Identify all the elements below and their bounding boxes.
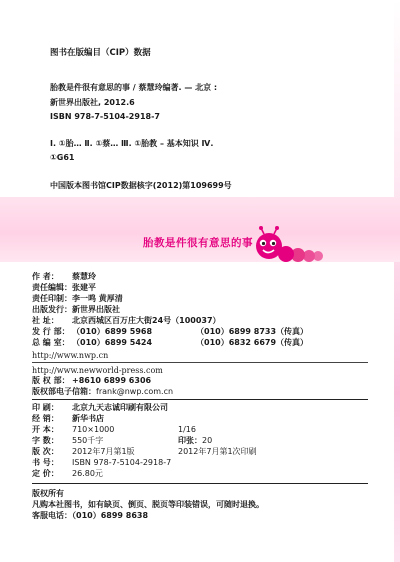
email-link[interactable]: frank@nwp.com.cn: [96, 387, 174, 396]
band-book-title: 胎教是件很有意思的事: [143, 237, 253, 249]
title-band: [0, 197, 400, 262]
publisher-row: 出版发行：新世界出版社: [32, 305, 120, 314]
divider-3: [32, 483, 368, 484]
words-row: 字 数： 550千字: [32, 436, 104, 445]
caterpillar-mascot-icon: [252, 226, 324, 270]
decorative-side-strip: [394, 0, 400, 562]
edition-row: 版 次： 2012年7月第1版: [32, 447, 135, 456]
printer-row: 印 刷： 北京九天志诚印刷有限公司: [32, 403, 168, 412]
address-row: 社 址： 北京西城区百万庄大街24号（100037）: [32, 316, 221, 325]
website-link-1[interactable]: http://www.nwp.cn: [32, 351, 109, 360]
distributor-row: 经 销： 新华书店: [32, 414, 104, 423]
website-link-2[interactable]: http://www.newworld-press.com: [32, 366, 163, 375]
office-row: 总 编 室： （010）6899 5424: [32, 338, 153, 347]
cip-line-4: Ⅰ. ①胎… Ⅱ. ①蔡… Ⅲ. ①胎教 – 基本知识 Ⅳ.: [50, 139, 214, 148]
cip-line-5: ①G61: [50, 153, 75, 162]
printing-row: 责任印制：李一鸣 黄厚清: [32, 294, 123, 303]
cip-line-1: 胎教是件很有意思的事 / 蔡慧玲编著. — 北京 :: [50, 83, 218, 92]
impression-text: 2012年7月第1次印刷: [178, 447, 257, 456]
rights-row: 版 权 部： +8610 6899 6306: [32, 376, 152, 385]
office-fax: （010）6832 6679（传真）: [196, 338, 309, 347]
return-policy: 凡购本社图书，如有缺页、倒页、脱页等印装错误，可随时退换。: [32, 500, 264, 509]
cip-title: 图书在版编目（CIP）数据: [50, 48, 151, 58]
divider-1: [32, 362, 368, 363]
divider-2: [32, 399, 368, 400]
author-row: 作 者： 蔡慧玲: [32, 272, 96, 281]
sales-fax: （010）6899 8733（传真）: [196, 327, 309, 336]
format-row: 开 本： 710×1000: [32, 425, 115, 434]
copyright-notice: 版权所有: [32, 489, 64, 498]
price-row: 定 价： 26.80元: [32, 469, 103, 478]
editor-row: 责任编辑：张建平: [32, 283, 96, 292]
sales-row: 发 行 部： （010）6899 5968: [32, 327, 153, 336]
sheets-row: 印张：20: [178, 436, 213, 445]
cip-line-2: 新世界出版社, 2012.6: [50, 98, 135, 107]
isbn-row: 书 号： ISBN 978-7-5104-2918-7: [32, 458, 172, 467]
format-fraction: 1/16: [178, 425, 196, 434]
cip-record-number: 中国版本图书馆CIP数据核字(2012)第109699号: [50, 181, 232, 190]
service-phone: 客服电话：（010）6899 8638: [32, 511, 149, 520]
cip-line-3: ISBN 978-7-5104-2918-7: [50, 112, 160, 121]
email-row: 版权部电子信箱：frank@nwp.com.cn: [32, 387, 174, 396]
